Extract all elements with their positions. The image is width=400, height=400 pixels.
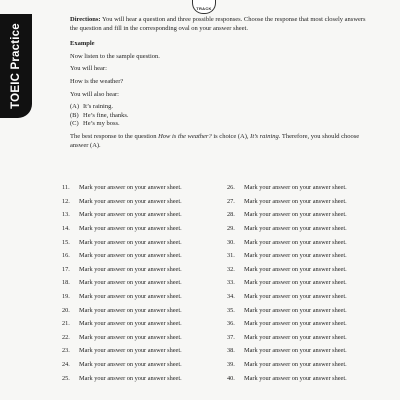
answer-instruction: Mark your answer on your answer sheet. [79,238,182,246]
answer-number: 31. [227,252,235,260]
answer-item [62,303,227,317]
answer-number: 18. [62,279,70,287]
answer-number: 34. [227,293,235,301]
answer-instruction: Mark your answer on your answer sheet. [244,265,347,273]
answer-number: 30. [227,238,235,246]
answer-instruction: Mark your answer on your answer sheet. [79,197,182,205]
answer-item [62,317,227,331]
answer-instruction: Mark your answer on your answer sheet. [79,347,182,355]
audio-track-badge [192,0,216,14]
answer-instruction: Mark your answer on your answer sheet. [244,279,347,287]
answer-instruction: Mark your answer on your answer sheet. [79,211,182,219]
answer-item [227,371,382,385]
answer-number: 39. [227,361,235,369]
answer-number: 16. [62,252,70,260]
response-option-b: (B) He’s fine, thanks. [70,111,129,119]
answer-number: 12. [62,197,70,205]
answer-instruction: Mark your answer on your answer sheet. [244,320,347,328]
answer-number: 32. [227,265,235,273]
answer-item [227,263,382,277]
answer-number: 36. [227,320,235,328]
answer-item [227,344,382,358]
answer-instruction: Mark your answer on your answer sheet. [79,279,182,287]
answer-item [227,181,382,195]
example-line: You will also hear: [70,90,119,98]
example-line: Now listen to the sample question. [70,52,160,60]
answer-instruction: Mark your answer on your answer sheet. [79,293,182,301]
answer-number: 29. [227,225,235,233]
answer-item [62,195,227,209]
answer-number: 40. [227,374,235,382]
answer-number: 19. [62,293,70,301]
directions-label: Directions: [70,16,101,23]
directions-paragraph [70,16,370,33]
answer-instruction: Mark your answer on your answer sheet. [244,293,347,301]
answer-instruction: Mark your answer on your answer sheet. [79,320,182,328]
answer-instruction: Mark your answer on your answer sheet. [244,197,347,205]
answer-instruction: Mark your answer on your answer sheet. [244,252,347,260]
answer-number: 25. [62,374,70,382]
example-line: You will hear: [70,65,107,73]
answer-item [227,358,382,372]
answer-number: 38. [227,347,235,355]
answer-number: 22. [62,333,70,341]
best-response-explanation: The best response to the question How is the weather? is choice (A), It’s raining. Therefore, you should choose answer (A). [70,132,360,149]
track-badge-label: TRACK [196,6,212,11]
answer-number: 27. [227,197,235,205]
section-side-tab [0,14,32,118]
response-option-a: (A) It’s raining. [70,103,113,111]
answer-item [227,290,382,304]
answer-item [227,249,382,263]
answer-number: 35. [227,306,235,314]
answer-instruction: Mark your answer on your answer sheet. [244,347,347,355]
answer-number: 11. [62,184,70,192]
answer-instruction: Mark your answer on your answer sheet. [79,265,182,273]
answer-item [62,276,227,290]
answer-instruction: Mark your answer on your answer sheet. [244,225,347,233]
answer-instruction: Mark your answer on your answer sheet. [244,184,347,192]
answer-item [227,331,382,345]
answer-number: 24. [62,361,70,369]
answer-instruction: Mark your answer on your answer sheet. [79,184,182,192]
answer-number: 28. [227,211,235,219]
answer-item [62,181,227,195]
instructions-block [70,16,370,150]
answer-number: 37. [227,333,235,341]
answer-instruction: Mark your answer on your answer sheet. [79,252,182,260]
answer-number: 23. [62,347,70,355]
answer-item [62,290,227,304]
answer-number: 14. [62,225,70,233]
answer-item [227,208,382,222]
answer-instruction: Mark your answer on your answer sheet. [244,333,347,341]
answer-instruction: Mark your answer on your answer sheet. [79,225,182,233]
answer-item [62,331,227,345]
answer-instruction: Mark your answer on your answer sheet. [79,306,182,314]
answer-item [227,276,382,290]
answer-instruction: Mark your answer on your answer sheet. [244,374,347,382]
answer-list [62,181,382,385]
answer-number: 13. [62,211,70,219]
answer-item [227,195,382,209]
answer-item [62,263,227,277]
answer-instruction: Mark your answer on your answer sheet. [244,361,347,369]
answer-instruction: Mark your answer on your answer sheet. [79,333,182,341]
answer-instruction: Mark your answer on your answer sheet. [244,306,347,314]
answer-number: 33. [227,279,235,287]
answer-item [227,303,382,317]
answer-item [62,344,227,358]
answer-item [227,235,382,249]
answer-instruction: Mark your answer on your answer sheet. [79,361,182,369]
answer-item [62,222,227,236]
answer-number: 15. [62,238,70,246]
answer-number: 21. [62,320,70,328]
answer-item [62,249,227,263]
answer-item [62,235,227,249]
directions-text: You will hear a question and three possible responses. Choose the response that most closely answers the question and fill in the corresponding oval on your answer sheet. [70,16,366,32]
answer-number: 17. [62,265,70,273]
answer-item [227,222,382,236]
answer-number: 26. [227,184,235,192]
answer-item [62,358,227,372]
example-line: How is the weather? [70,77,124,85]
answer-instruction: Mark your answer on your answer sheet. [244,211,347,219]
response-options [70,103,370,129]
answer-item [62,371,227,385]
answer-instruction: Mark your answer on your answer sheet. [79,374,182,382]
answer-instruction: Mark your answer on your answer sheet. [244,238,347,246]
response-option-c: (C) He’s my boss. [70,120,120,128]
answer-item [62,208,227,222]
example-heading: Example [70,40,95,48]
answer-item [227,317,382,331]
side-tab-label: TOEIC Practice [10,23,22,109]
answer-number: 20. [62,306,70,314]
